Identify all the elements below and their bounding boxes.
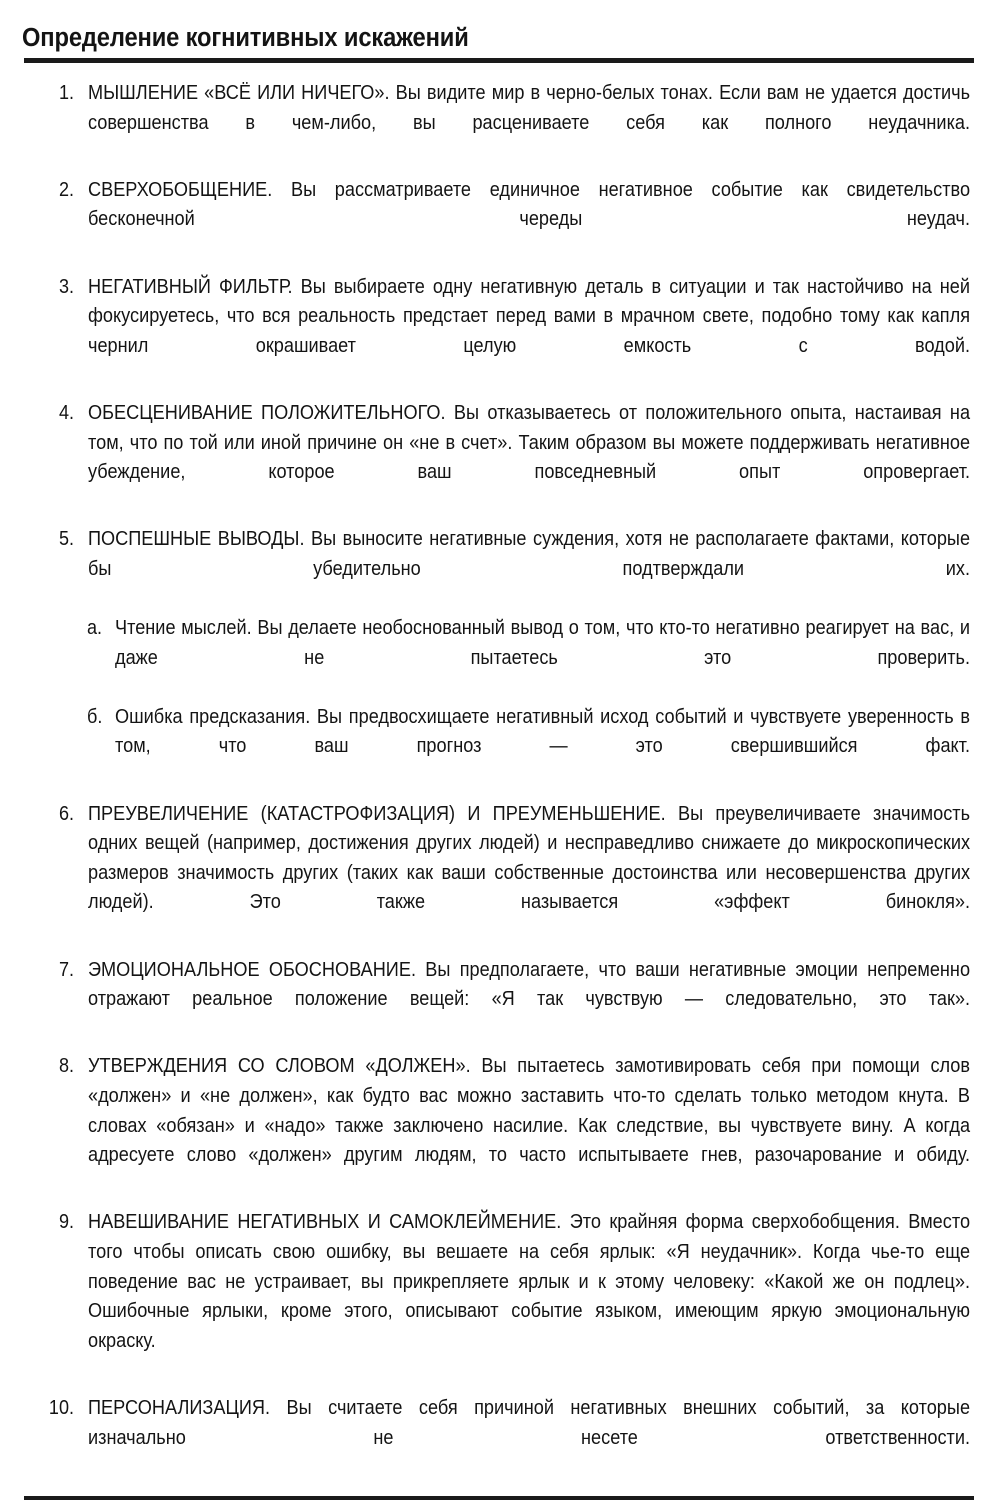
list-item-number: 7. [58, 957, 74, 981]
list-item-text: УТВЕРЖДЕНИЯ СО СЛОВОМ «ДОЛЖЕН». Вы пытаетесь замотивировать себя при помощи слов «должен» и «не должен», как будто вас можно заставить что-то сделать только методом кнута. В словах «обязан» и «надо» также заключено насилие. Как следствие, вы чувствуете вину. А когда адресуете слово «должен» другим людям, то часто испытываете гнев, разочарование и обиду. [88, 1054, 971, 1167]
sub-list-item [88, 613, 970, 702]
list-item [0, 272, 1008, 390]
sub-list-item-text: Ошибка предсказания. Вы предвосхищаете негативный исход событий и чувствуете уверенность в том, что ваш прогноз — это свершившийся факт. [115, 704, 971, 758]
list-item-text: ОБЕСЦЕНИВАНИЕ ПОЛОЖИТЕЛЬНОГО. Вы отказываетесь от положительного опыта, настаивая на том, что по той или иной причине он «не в счет». Таким образом вы можете поддерживать негативное убеждение, которое ваш повседневный опыт опровергает. [88, 400, 971, 484]
list-item-number: 4. [58, 400, 74, 424]
list-item-number: 2. [58, 177, 74, 201]
list-item-text: ПОСПЕШНЫЕ ВЫВОДЫ. Вы выносите негативные суждения, хотя не располагаете фактами, которые бы убедительно подтверждали их. [88, 527, 971, 580]
list-item [0, 1393, 1008, 1482]
list-item [0, 524, 1008, 790]
list-item-number: 8. [58, 1054, 74, 1078]
list-item-text: МЫШЛЕНИЕ «ВСЁ ИЛИ НИЧЕГО». Вы видите мир в черно-белых тонах. Если вам не удается достичь совершенства в чем-либо, вы расцениваете себя как полного неудачника. [88, 81, 971, 134]
list-item-number: 3. [58, 274, 74, 298]
list-item [0, 175, 1008, 264]
sub-list [88, 613, 970, 791]
list-item [0, 78, 1008, 167]
list-item-text: ПЕРСОНАЛИЗАЦИЯ. Вы считаете себя причиной негативных внешних событий, за которые изначально не несете ответственности. [88, 1395, 971, 1449]
list-item [0, 955, 1008, 1044]
list-item [0, 1051, 1008, 1199]
list-item-text: НАВЕШИВАНИЕ НЕГАТИВНЫХ И САМОКЛЕЙМЕНИЕ. Это крайняя форма сверхобобщения. Вместо того чтобы описать свою ошибку, вы вешаете на себя ярлык: «Я неудачник». Когда чье-то еще поведение вас не устраивает, вы прикрепляете ярлык и к этому человеку: «Какой же он подлец». Ошибочные ярлыки, кроме этого, описывают событие языком, имеющим яркую эмоциональную окраску. [88, 1210, 971, 1352]
list-item-number: 5. [58, 527, 74, 551]
cognitive-distortions-list [0, 78, 1008, 1490]
sub-list-item-number: а. [87, 616, 103, 640]
sub-list-item [88, 702, 970, 791]
list-item-text: ПРЕУВЕЛИЧЕНИЕ (КАТАСТРОФИЗАЦИЯ) И ПРЕУМЕНЬШЕНИЕ. Вы преувеличиваете значимость одних вещей (например, достижения других людей) и несправедливо снижаете до микроскопических размеров значимость других (таких как ваши собственные достоинства или несовершенства других людей). Это также называется «эффект бинокля». [88, 801, 971, 914]
list-item-number: 6. [58, 801, 74, 825]
list-item-number: 1. [58, 81, 74, 104]
list-item [0, 1207, 1008, 1385]
horizontal-rule-top [24, 58, 974, 63]
list-item-text: НЕГАТИВНЫЙ ФИЛЬТР. Вы выбираете одну негативную деталь в ситуации и так настойчиво на ней фокусируетесь, что вся реальность предстает перед вами в мрачном свете, подобно тому как капля чернил окрашивает целую емкость с водой. [88, 274, 971, 357]
page-title: Определение когнитивных искажений [22, 24, 469, 53]
list-item [0, 799, 1008, 947]
list-item-number: 10. [48, 1395, 74, 1419]
list-item-number: 9. [58, 1210, 74, 1234]
list-item-text: ЭМОЦИОНАЛЬНОЕ ОБОСНОВАНИЕ. Вы предполагаете, что ваши негативные эмоции непременно отражают реальное положение вещей: «Я так чувствую — следовательно, это так». [88, 957, 971, 1011]
list-item [0, 398, 1008, 516]
list-item-text: СВЕРХОБОБЩЕНИЕ. Вы рассматриваете единичное негативное событие как свидетельство бесконечной череды неудач. [88, 177, 971, 231]
sub-list-item-text: Чтение мыслей. Вы делаете необоснованный вывод о том, что кто-то негативно реагирует на вас, и даже не пытаетесь это проверить. [115, 616, 971, 669]
sub-list-item-number: б. [87, 704, 103, 728]
horizontal-rule-bottom [24, 1496, 974, 1500]
